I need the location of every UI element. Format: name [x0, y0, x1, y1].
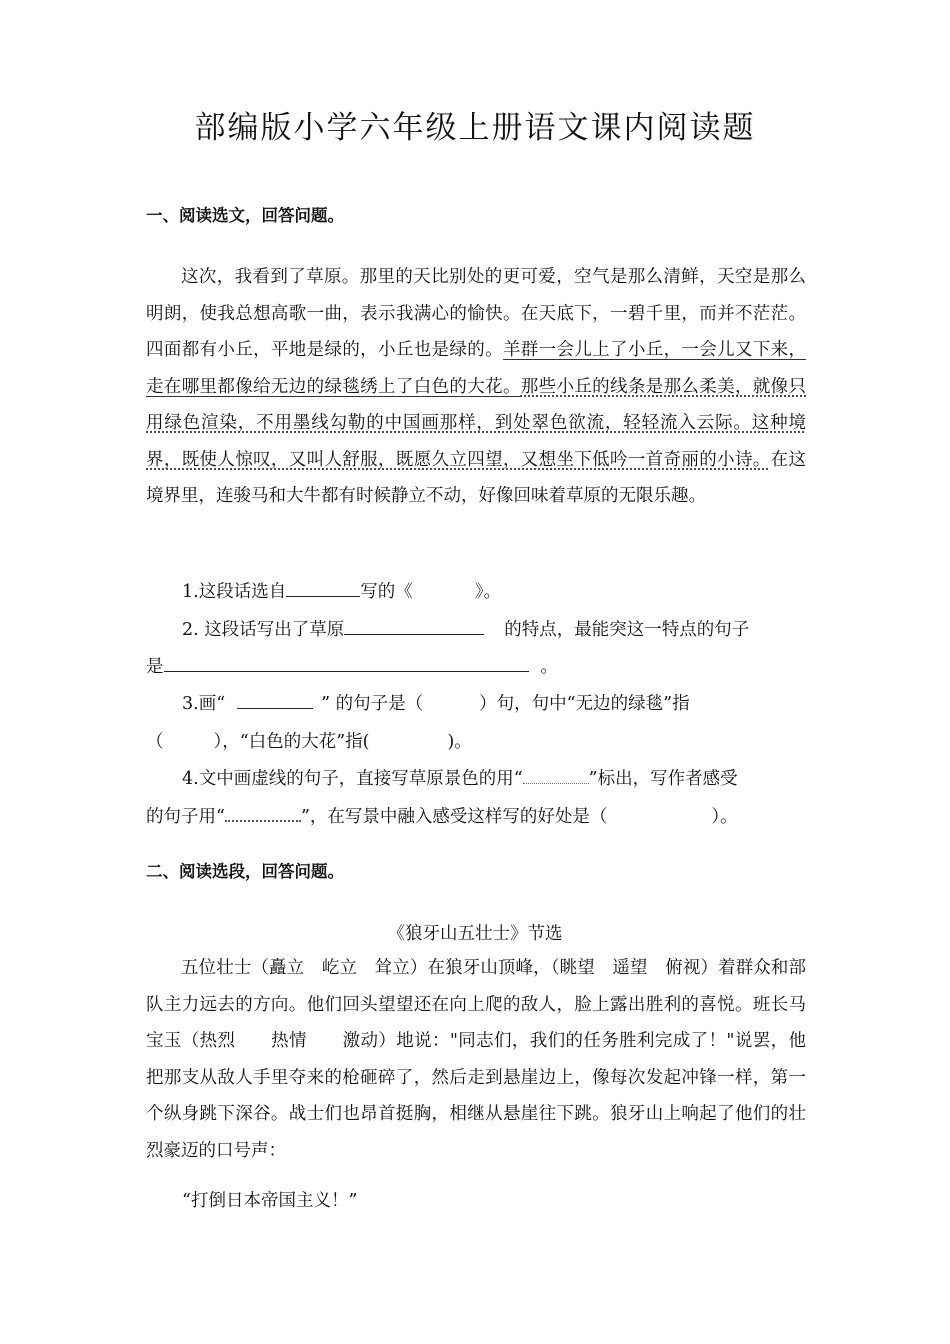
section2-subtitle: 《狼牙山五壮士》节选 — [387, 924, 563, 944]
section1-heading: 一、阅读选文，回答问题。 — [146, 206, 344, 225]
answer-blank[interactable] — [286, 578, 360, 597]
question-3-line2: （ ），“白色的大花”指( )。 — [146, 732, 472, 752]
wavy-mark-sample[interactable] — [523, 765, 589, 784]
passage-intro: 这次，我看到了草原。那里的天比别处的更可爱，空气是那么清鲜，天空是那么明朗，使我总想高歌一曲，表示我满心的愉快。在天底下，一碧千里，而并不茫茫。四面都有小丘，平地是绿的，小丘也是绿的。 — [146, 267, 806, 360]
question-4-line2: 的句子用“ ”，在写景中融入感受这样写的好处是（ ）。 — [146, 802, 806, 828]
passage-dotted-underline: 那些小丘的线条是那么柔美，就像只用绿色渲染，不用墨线勾勒的中国画那样，到处翠色欲流，轻轻流入云际。这种境界，既使人惊叹，又叫人舒服，既愿久立四望，又想坐下低吟一首奇丽的小诗。 — [146, 376, 807, 470]
question-2-line2: 是 。 — [146, 653, 806, 678]
section2-heading: 二、阅读选段，回答问题。 — [146, 862, 344, 881]
passage-end: 在这境界里，连骏马和大牛都有时候静立不动，好像回味着草原的无限乐趣。 — [146, 449, 807, 506]
section2-passage: 五位壮士（矗立 屹立 耸立）在狼牙山顶峰，（眺望 遥望 俯视）着群众和部队主力远去的方向。他们回头望望还在向上爬的敌人，脸上露出胜利的喜悦。班长马宝玉（热烈 热情 激动）地说："同志们，我们的任务胜利完成了！"说罢，他把那支从敌人手里夺来的枪砸碎了，然后走到悬崖边上，像每次发起冲锋一样，第一个纵身跳下深谷。战士们也昂首挺胸，相继从悬崖往下跳。狼牙山上响起了他们的壮烈豪迈的口号声： — [146, 958, 806, 1161]
answer-blank[interactable] — [344, 616, 484, 635]
dotted-mark-sample[interactable] — [225, 802, 301, 822]
question-1: 1.这段话选自 写的《 》。 — [182, 578, 842, 603]
slogan-line: “打倒日本帝国主义！” — [182, 1191, 358, 1211]
question-2-line1: 2. 这段话写出了草原 的特点，最能突这一特点的句子 — [182, 616, 842, 641]
question-4-line1: 4.文中画虚线的句子，直接写草原景色的用“ ”标出，写作者感受 — [182, 765, 842, 790]
section1-passage — [146, 259, 806, 515]
passage-solid-underline: 羊群一会儿上了小丘，一会儿又下来，走在哪里都像给无边的绿毯绣上了白色的大花。 — [146, 340, 807, 397]
question-3-line1: 3.画“ ” 的句子是（ ）句，句中“无边的绿毯”指 — [182, 690, 842, 715]
document-title: 部编版小学六年级上册语文课内阅读题 — [194, 110, 756, 146]
answer-blank[interactable] — [164, 653, 529, 672]
answer-blank[interactable] — [237, 690, 313, 709]
